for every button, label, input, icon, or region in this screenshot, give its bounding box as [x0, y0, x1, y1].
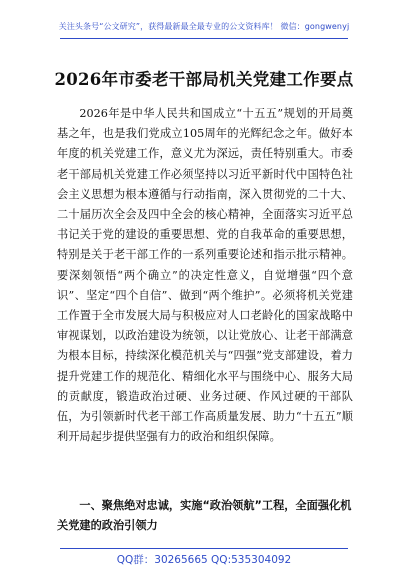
footer-divider	[60, 548, 348, 549]
section-heading: 一、聚焦绝对忠诚，实施“政治领航”工程，全面强化机关党建的政治引领力	[57, 499, 352, 533]
header-promo-text: 关注头条号“公文研究”，获得最新最全最专业的公文资料库！ 微信：gongwenyj	[58, 22, 350, 31]
footer-contact-text: QQ群：30265665 QQ:535304092	[116, 554, 292, 566]
document-title: 2026年市委老干部局机关党建工作要点	[54, 70, 354, 89]
body-paragraph: 2026年是中华人民共和国成立“十五五”规划的开局奠基之年，也是我们党成立105周年的光辉纪念之年。做好本年度的机关党建工作，意义尤为深远，责任特别重大。市委老干部局机关党建工作必须坚持以习近平新时代中国特色社会主义思想为根本遵循与行动指南，深入贯彻党的二十大、二十届历次全会及四中全会的核心精神，全面落实习近平总书记关于党的建设的重要思想、党的自我革命的重要思想，特别是关于老干部工作的一系列重要论述和指示批示精神。要深刻领悟“两个确立”的决定性意义，自觉增强“四个意识”、坚定“四个自信”、做到“两个维护”。必须将机关党建工作置于全市发展大局与积极应对人口老龄化的国家战略中审视谋划，以政治建设为统领，以让党放心、让老干部满意为根本目标，持续深化模范机关与“四强”党支部建设，着力提升党建工作的规范化、精细化水平与围绕中心、服务大局的贡献度，锻造政治过硬、业务过硬、作风过硬的干部队伍，为引领新时代老干部工作高质量发展、助力“十五五”顺利开局起步提供坚强有力的政治和组织保障。	[57, 107, 353, 444]
header-divider	[60, 38, 348, 39]
